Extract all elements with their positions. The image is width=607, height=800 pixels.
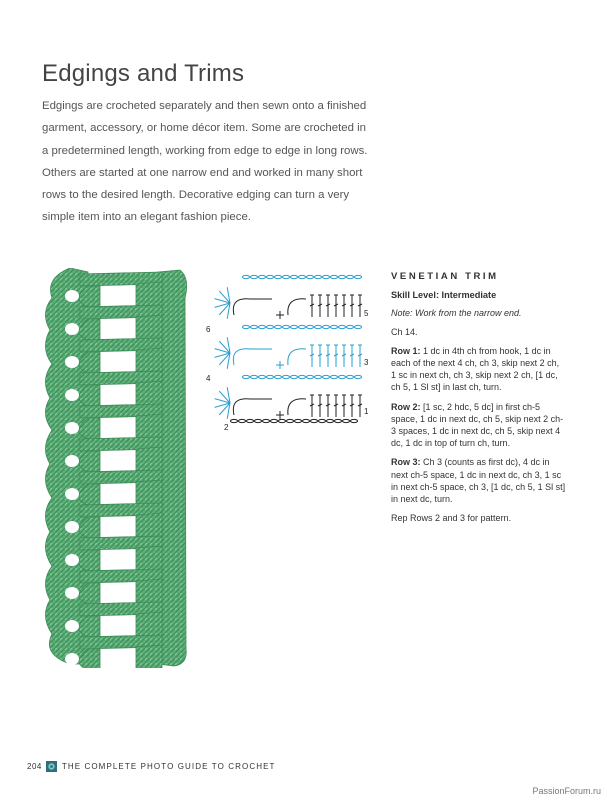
pattern-repeat: Rep Rows 2 and 3 for pattern. [391,513,512,524]
skill-level: Skill Level: Intermediate [391,290,497,301]
diagram-row-2: 2 [224,423,229,432]
pattern-row-3: Row 3: Ch 3 (counts as first dc), 4 dc in next ch-5 space, 1 dc in next dc, ch 3, 1 sc in next ch-5 space, ch 3, [1 dc, ch 5, 1 Sl st] in next dc, turn. [391,457,566,505]
diagram-row-1: 1 [364,407,369,416]
pattern-title: VENETIAN TRIM [391,271,499,282]
book-logo-icon [46,761,57,772]
diagram-row-5: 5 [364,309,369,318]
page-number: 204 [27,761,42,771]
watermark: PassionForum.ru [532,786,601,796]
pattern-chain: Ch 14. [391,326,418,337]
page-footer [27,760,276,772]
page-title: Edgings and Trims [42,60,245,87]
diagram-row-6: 6 [206,325,211,334]
pattern-row-1: Row 1: 1 dc in 4th ch from hook, 1 dc in each of the next 4 ch, ch 3, skip next 2 ch, 1 sc in next ch, ch 3, skip next 2 ch, [1 dc, ch 5, 1 Sl st] in last ch, turn. [391,345,560,393]
pattern-row-2: Row 2: [1 sc, 2 hdc, 5 dc] in first ch-5 space, 1 dc in next dc, ch 5, skip next 2 ch-3 spaces, 1 dc in next dc, ch 5, skip next 4 dc, 1 dc in top of turn ch, turn. [391,401,564,449]
pattern-instructions [391,271,566,531]
crochet-swatch-image [40,268,190,668]
book-title: THE COMPLETE PHOTO GUIDE TO CROCHET [61,761,276,771]
intro-paragraph: Edgings are crocheted separately and then sewn onto a finished garment, accessory, or home décor item. Some are crocheted in a predetermined length, working from edge to edge in long rows. Others are started at one narrow end and worked in many short rows to the desired length. Decorative edging can turn a very simple item into an elegant fashion piece. [42,100,368,224]
diagram-row-3: 3 [364,358,369,367]
pattern-note: Note: Work from the narrow end. [391,308,522,319]
diagram-row-4: 4 [206,374,211,383]
stitch-diagram [200,265,380,435]
